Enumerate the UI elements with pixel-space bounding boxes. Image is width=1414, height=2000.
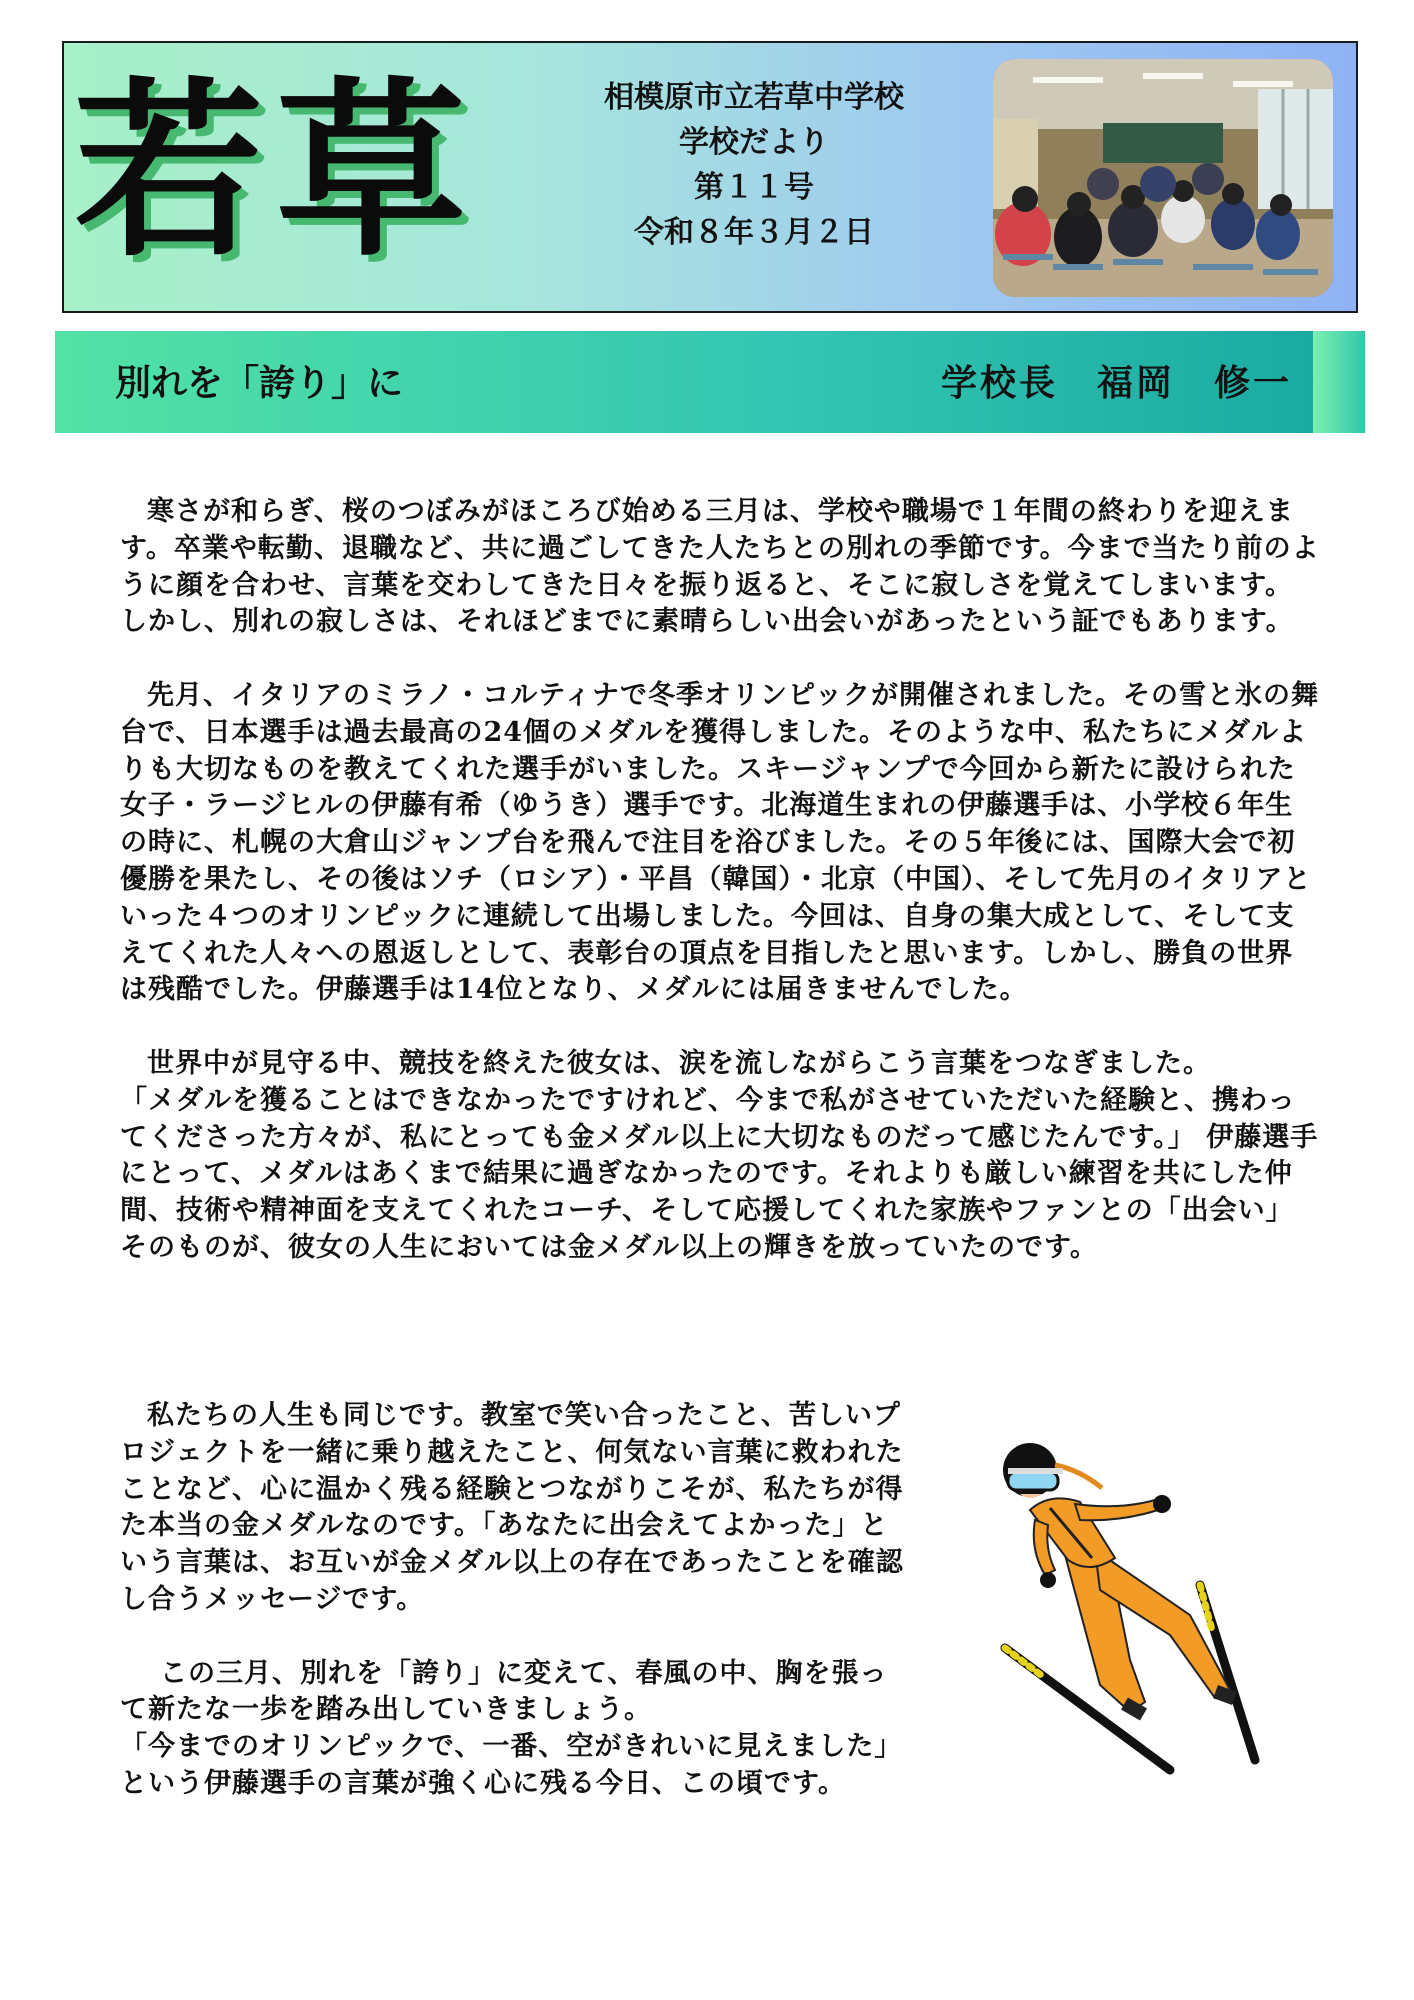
paragraph-1: 寒さが和らぎ、桜のつぼみがほころび始める三月は、学校や職場で１年間の終わりを迎えます。卒業や転勤、退職など、共に過ごしてきた人たちとの別れの季節です。今まで当たり前のように顔を合わせ、言葉を交わしてきた日々を振り返ると、そこに寂しさを覚えてしまいます。しかし、別れの寂しさは、それほどまでに素晴らしい出会いがあったという証でもあります。	[120, 496, 1320, 638]
title-band-accent	[1313, 331, 1365, 433]
issue-number: 第１１号	[694, 170, 814, 205]
article-author: 学校長 福岡 修一	[941, 362, 1293, 404]
newsletter-logo: 若草	[74, 61, 479, 282]
article-title: 別れを「誇り」に	[115, 362, 404, 404]
article-body-narrow	[120, 1398, 910, 1803]
ski-jumper-illustration	[990, 1440, 1290, 1780]
paragraph-2: 先月、イタリアのミラノ・コルティナで冬季オリンピックが開催されました。その雪と氷の舞台で、日本選手は過去最高の24個のメダルを獲得しました。そのような中、私たちにメダルよりも大切なものを教えてくれた選手がいました。スキージャンプで今回から新たに設けられた女子・ラージヒルの伊藤有希（ゆうき）選手です。北海道生まれの伊藤選手は、小学校６年生の時に、札幌の大倉山ジャンプ台を飛んで注目を浴びました。その５年後には、国際大会で初優勝を果たし、その後はソチ（ロシア）・平昌（韓国）・北京（中国）、そして先月のイタリアといった４つのオリンピックに連続して出場しました。今回は、自身の集大成として、そして支えてくれた人々への恩返しとして、表彰台の頂点を目指したと思います。しかし、勝負の世界は残酷でした。伊藤選手は14位となり、メダルには届きませんでした。	[120, 679, 1319, 1006]
paragraph-3: 世界中が見守る中、競技を終えた彼女は、涙を流しながらこう言葉をつなぎました。	[147, 1047, 1211, 1079]
issue-date: 令和８年３月２日	[634, 215, 874, 250]
article-title-band	[55, 331, 1365, 433]
paragraph-5: 私たちの人生も同じです。教室で笑い合ったこと、苦しいプロジェクトを一緒に乗り越えたこと、何気ない言葉に救われたことなど、心に温かく残る経験とつながりこそが、私たちが得た本当の金メダルなのです。「あなたに出会えてよかった」という言葉は、お互いが金メダル以上の存在であったことを確認し合うメッセージです。	[120, 1400, 904, 1615]
school-info	[534, 75, 974, 255]
paragraph-6: この三月、別れを「誇り」に変えて、春風の中、胸を張って新たな一歩を踏み出していきましょう。	[120, 1657, 888, 1726]
masthead	[62, 41, 1358, 313]
article-body	[120, 494, 1320, 1267]
school-name: 相模原市立若草中学校	[604, 80, 904, 115]
newsletter-name: 学校だより	[679, 125, 829, 160]
classroom-photo	[993, 59, 1333, 297]
paragraph-7: 「今までのオリンピックで、一番、空がきれいに見えました」という伊藤選手の言葉が強く心に残る今日、この頃です。	[120, 1731, 903, 1799]
paragraph-4: 「メダルを獲ることはできなかったですけれど、今まで私がさせていただいた経験と、携わってくださった方々が、私にとっても金メダル以上に大切なものだって感じたんです。」 伊藤選手にとって、メダルはあくまで結果に過ぎなかったのです。それよりも厳しい練習を共にした仲間、技術や精神面を支えてくれたコーチ、そして応援してくれた家族やファンとの「出会い」そのものが、彼女の人生においては金メダル以上の輝きを放っていたのです。	[120, 1084, 1319, 1263]
